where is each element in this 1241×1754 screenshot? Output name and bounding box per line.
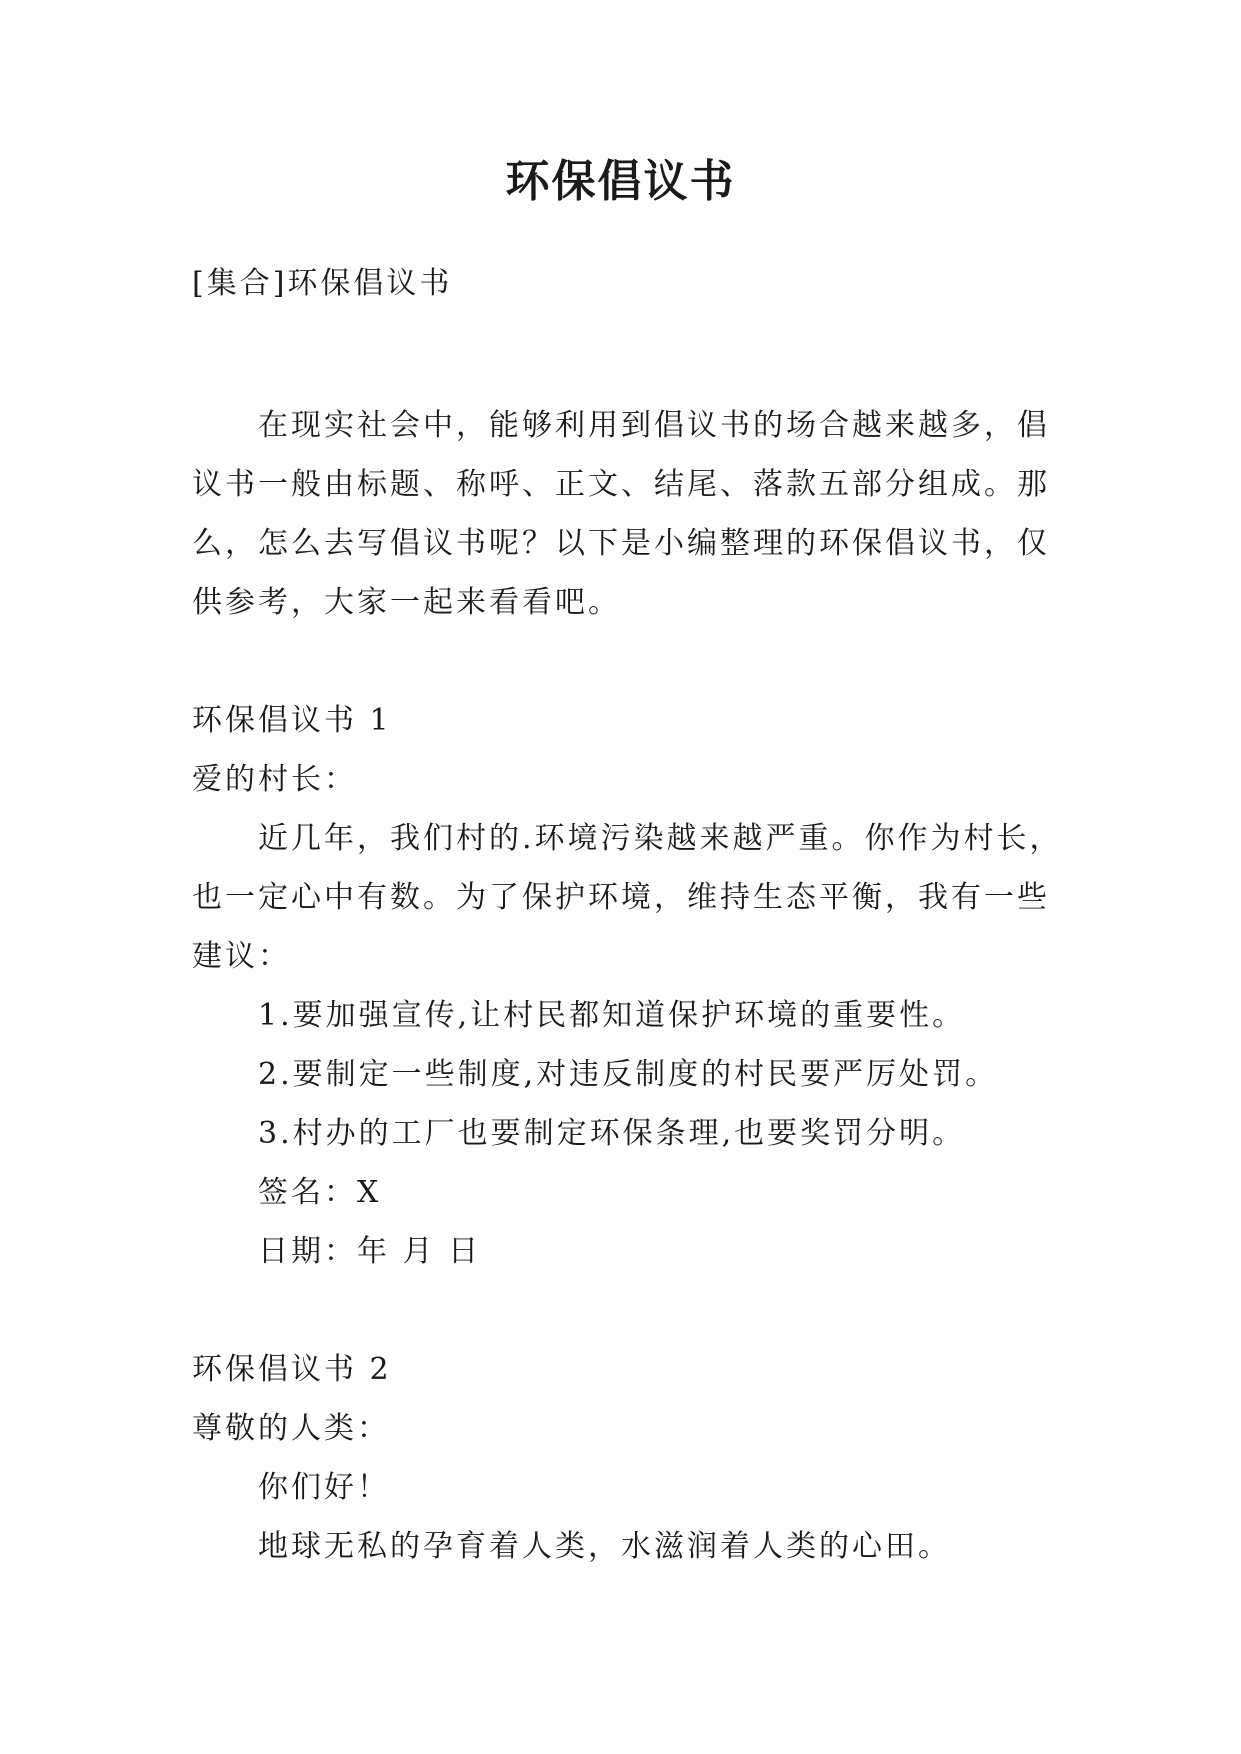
section1-body-line-1: 近几年，我们村的.环境污染越来越严重。你作为村长， xyxy=(258,821,1063,856)
section2-greeting: 你们好！ xyxy=(258,1470,390,1505)
section2-heading: 环保倡议书 2 xyxy=(192,1352,392,1387)
intro-line-1: 在现实社会中，能够利用到倡议书的场合越来越多，倡 xyxy=(258,408,1050,443)
document-subtitle: [集合]环保倡议书 xyxy=(192,266,453,301)
section1-item-3: 3.村办的工厂也要制定环保条理,也要奖罚分明。 xyxy=(258,1116,966,1151)
section1-item-1: 1.要加强宣传,让村民都知道保护环境的重要性。 xyxy=(258,998,966,1033)
section1-item-2: 2.要制定一些制度,对违反制度的村民要严厉处罚。 xyxy=(258,1057,999,1092)
section1-signature: 签名：X xyxy=(258,1175,382,1210)
section1-heading: 环保倡议书 1 xyxy=(192,703,392,738)
section1-salutation: 爱的村长： xyxy=(192,762,357,797)
section2-body-line: 地球无私的孕育着人类，水滋润着人类的心田。 xyxy=(258,1529,951,1564)
section1-body-line-2: 也一定心中有数。为了保护环境，维持生态平衡，我有一些 xyxy=(192,880,1050,915)
document-title: 环保倡议书 xyxy=(505,156,736,207)
intro-line-4: 供参考，大家一起来看看吧。 xyxy=(192,585,621,620)
section1-body-line-3: 建议： xyxy=(192,939,291,974)
section2-salutation: 尊敬的人类： xyxy=(192,1411,390,1446)
section1-date: 日期：年 月 日 xyxy=(258,1234,482,1269)
intro-line-2: 议书一般由标题、称呼、正文、结尾、落款五部分组成。那 xyxy=(192,467,1050,502)
intro-line-3: 么，怎么去写倡议书呢？以下是小编整理的环保倡议书，仅 xyxy=(192,526,1050,561)
